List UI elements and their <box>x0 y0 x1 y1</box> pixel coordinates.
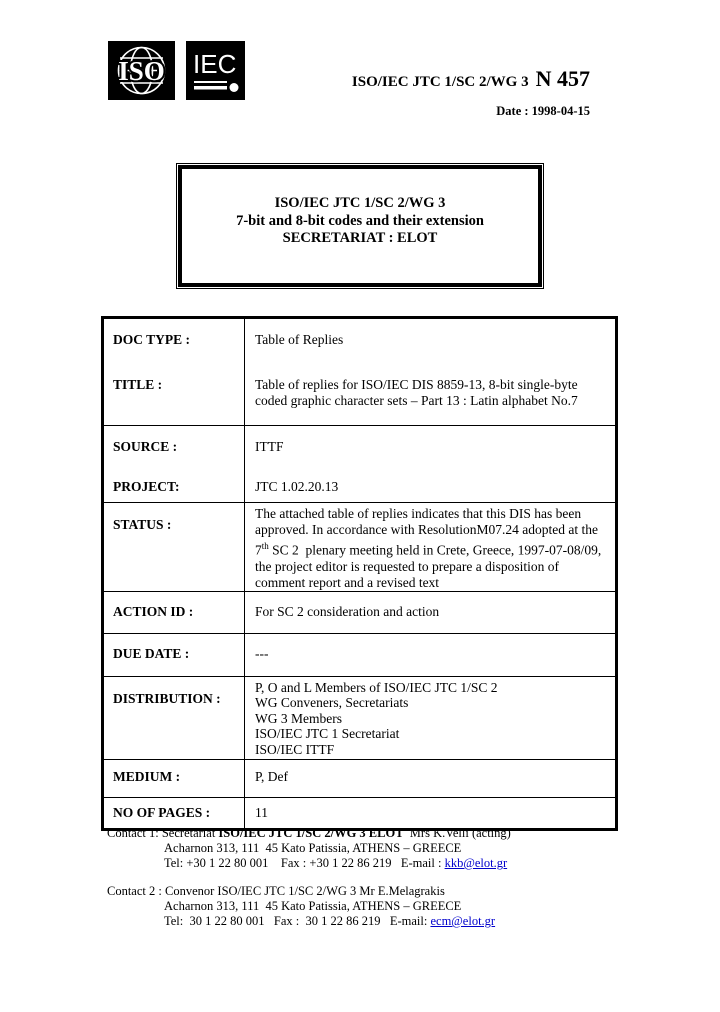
status-value <box>245 503 615 591</box>
document-header <box>352 68 590 119</box>
source-label: SOURCE : <box>113 439 178 454</box>
iso-globe-icon <box>108 41 175 100</box>
contact-1-person: Mrs K.Velli (acting) <box>403 826 511 840</box>
due-date-value: --- <box>255 645 269 661</box>
distribution-line: ISO/IEC ITTF <box>255 741 335 757</box>
contact-1-telfax: Tel: +30 1 22 80 001 Fax : +30 1 22 86 219 E-mail : <box>164 856 445 870</box>
committee-title-line3: SECRETARIAT : ELOT <box>282 230 438 246</box>
iec-logo-text: IEC <box>193 49 237 79</box>
contacts-section <box>107 826 511 929</box>
contact-1-address: Acharnon 313, 111 45 Kato Patissia, ATHENS – GREECE <box>164 841 462 855</box>
contact-1-email-link[interactable]: kkb@elot.gr <box>444 856 508 870</box>
doctype-title-labels <box>104 319 245 425</box>
contact-2-email-link[interactable]: ecm@elot.gr <box>430 914 496 928</box>
table-row-medium <box>104 759 615 797</box>
table-row-pages <box>104 797 615 828</box>
status-text-part2: SC 2 plenary meeting held in Crete, Greece, 1997-07-08/09, the project editor is requested to prepare a disposition of comment report and a revised text <box>255 542 605 590</box>
action-id-value: For SC 2 consideration and action <box>255 603 440 619</box>
table-row-status <box>104 502 615 591</box>
contact-1-prefix: Contact 1: Secretariat <box>107 826 219 840</box>
committee-title-line2: 7-bit and 8-bit codes and their extension <box>236 212 484 229</box>
project-value: JTC 1.02.20.13 <box>255 479 339 494</box>
document-date: Date : 1998-04-15 <box>496 104 590 118</box>
iso-logo <box>108 41 175 100</box>
table-row-distribution <box>104 676 615 759</box>
distribution-label: DISTRIBUTION : <box>104 677 245 759</box>
contact-2-telfax-line <box>164 914 511 929</box>
contact-2-address: Acharnon 313, 111 45 Kato Patissia, ATHENS – GREECE <box>164 899 462 913</box>
contact-1-committee: ISO/IEC JTC 1/SC 2/WG 3 ELOT <box>218 826 404 840</box>
action-id-label: ACTION ID : <box>104 592 245 633</box>
committee-title-line1: ISO/IEC JTC 1/SC 2/WG 3 <box>274 195 446 211</box>
source-project-values <box>245 426 615 502</box>
pages-label: NO OF PAGES : <box>104 798 245 828</box>
medium-value: P, Def <box>255 768 288 784</box>
doctype-title-values <box>245 319 615 425</box>
doc-type-label: DOC TYPE : <box>113 332 191 347</box>
status-superscript: th <box>261 541 269 551</box>
contact-1-telfax-line <box>164 856 511 871</box>
medium-label: MEDIUM : <box>104 760 245 797</box>
document-number: N 457 <box>535 66 590 91</box>
title-label: TITLE : <box>113 377 163 392</box>
table-row-source-project <box>104 425 615 502</box>
iec-mark-icon <box>186 41 245 100</box>
doc-type-value: Table of Replies <box>255 332 344 347</box>
committee-title-box-inner <box>178 165 542 287</box>
contact-1-line1 <box>107 826 511 841</box>
source-project-labels <box>104 426 245 502</box>
contact-2-prefix: Contact 2 : Convenor ISO/IEC JTC 1/SC 2/WG 3 Mr E.Melagrakis <box>107 884 445 898</box>
contact-1-block <box>107 826 511 871</box>
distribution-value <box>245 677 615 759</box>
due-date-label: DUE DATE : <box>104 634 245 676</box>
source-value: ITTF <box>255 439 284 454</box>
project-label: PROJECT: <box>113 479 180 494</box>
contact-2-block <box>107 884 511 929</box>
table-row-action-id <box>104 591 615 633</box>
pages-value: 11 <box>255 804 268 820</box>
contact-2-line1 <box>107 884 511 899</box>
distribution-line: P, O and L Members of ISO/IEC JTC 1/SC 2 <box>255 679 498 695</box>
iec-logo <box>186 41 245 100</box>
table-row-due-date <box>104 633 615 676</box>
distribution-line: ISO/IEC JTC 1 Secretariat <box>255 726 400 741</box>
committee-name: ISO/IEC JTC 1/SC 2/WG 3 <box>351 74 529 90</box>
document-number-heading <box>352 68 590 93</box>
committee-title-box <box>176 163 544 289</box>
contact-2-telfax: Tel: 30 1 22 80 001 Fax : 30 1 22 86 219 E-mail: <box>164 914 431 928</box>
iso-logo-text: ISO <box>118 56 165 86</box>
distribution-line: WG 3 Members <box>255 710 342 726</box>
title-value: Table of replies for ISO/IEC DIS 8859-13, 8-bit single-byte coded graphic character sets – Part 13 : Latin alphabet No.7 <box>255 377 581 408</box>
distribution-line: WG Conveners, Secretariats <box>255 695 409 710</box>
status-label: STATUS : <box>104 503 245 591</box>
table-row-doctype-title <box>104 319 615 425</box>
status-text-part1: The attached table of replies indicates that this DIS has been approved. In accordance with ResolutionM07.24 adopted at the 7 <box>255 506 602 558</box>
document-info-table <box>101 316 618 831</box>
